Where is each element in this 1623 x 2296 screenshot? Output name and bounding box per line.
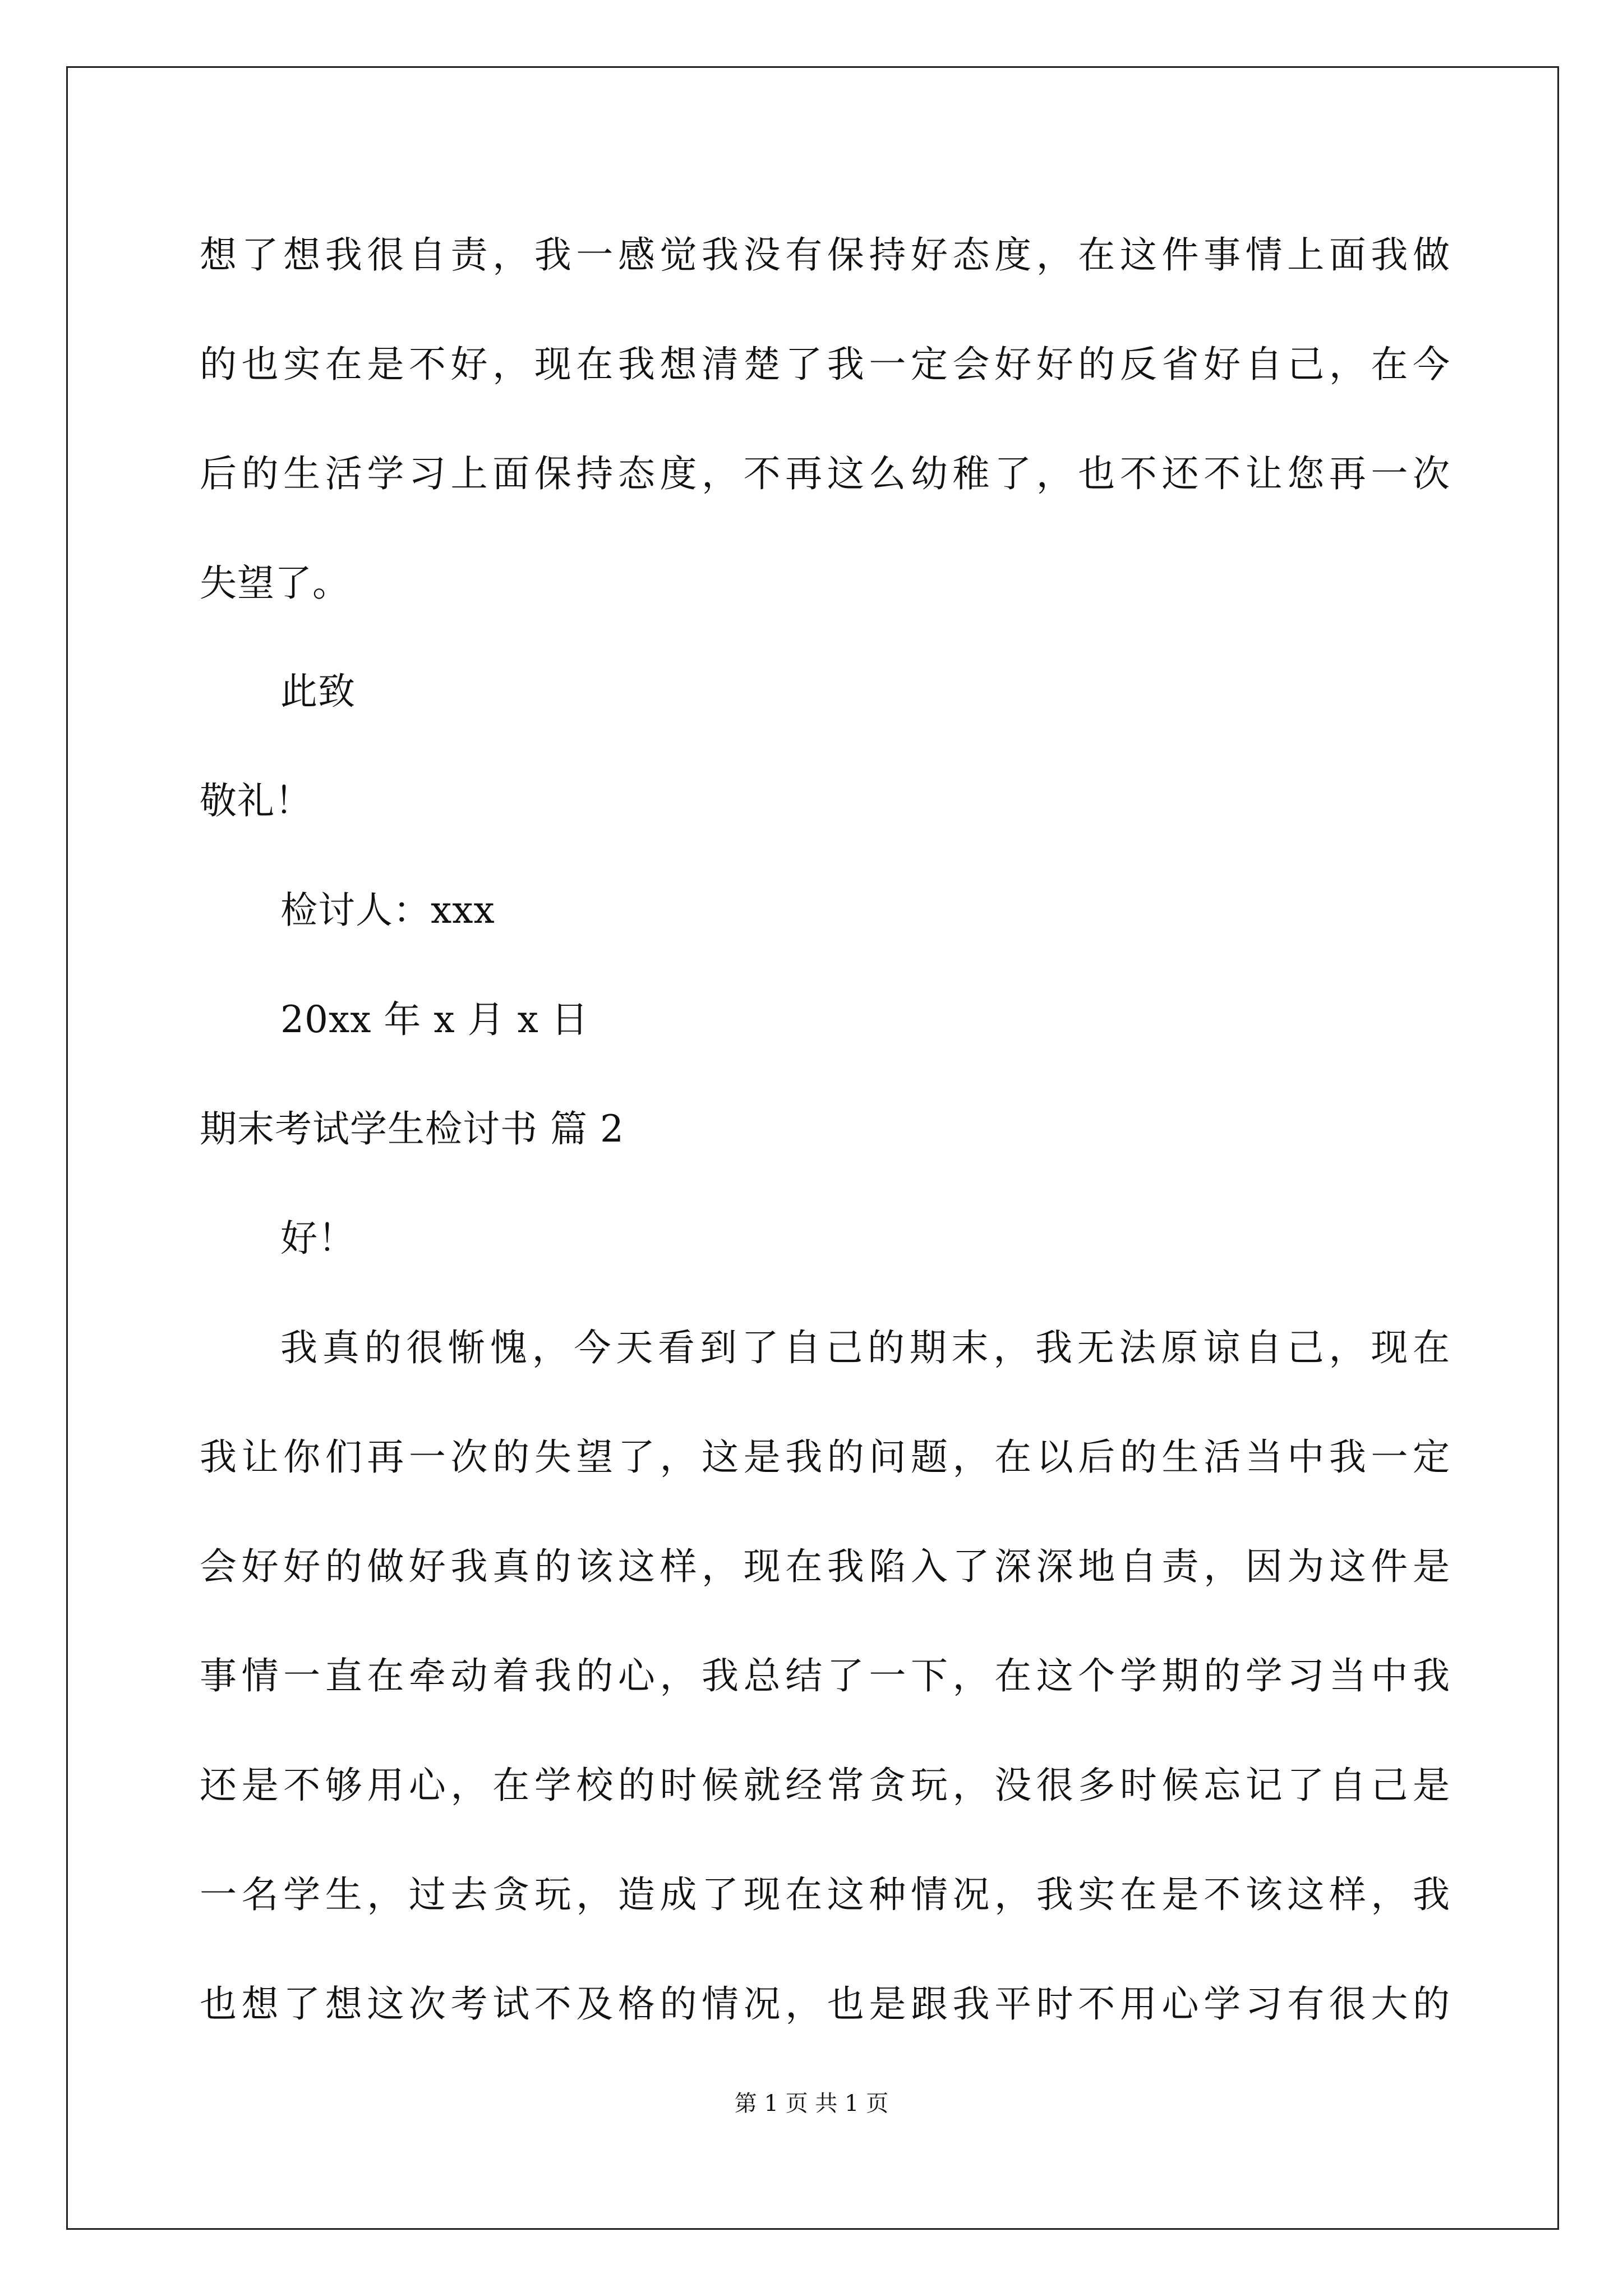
body-line: 失望了。	[200, 562, 350, 605]
closing-salutation: 此致	[280, 670, 356, 713]
body-line: 我让你们再一次的失望了，这是我的问题，在以后的生活当中我一定	[200, 1435, 1450, 1479]
body-line: 我真的很惭愧，今天看到了自己的期末，我无法原谅自己，现在	[280, 1326, 1450, 1369]
body-line: 一名学生，过去贪玩，造成了现在这种情况，我实在是不该这样，我	[200, 1873, 1450, 1916]
body-line: 想了想我很自责，我一感觉我没有保持好态度，在这件事情上面我做	[200, 233, 1450, 277]
closing-regards: 敬礼！	[200, 779, 312, 822]
body-line: 会好好的做好我真的该这样，现在我陷入了深深地自责，因为这件是	[200, 1545, 1450, 1588]
signature-line: 检讨人：xxx	[280, 889, 495, 932]
body-line: 也想了想这次考试不及格的情况，也是跟我平时不用心学习有很大的	[200, 1982, 1450, 2026]
body-line: 的也实在是不好，现在我想清楚了我一定会好好的反省好自己，在今	[200, 343, 1450, 386]
body-line: 后的生活学习上面保持态度，不再这么幼稚了，也不还不让您再一次	[200, 452, 1450, 495]
body-line: 事情一直在牵动着我的心，我总结了一下，在这个学期的学习当中我	[200, 1654, 1450, 1697]
section-title: 期末考试学生检讨书 篇 2	[200, 1107, 624, 1151]
date-line: 20xx 年 x 月 x 日	[280, 998, 589, 1041]
page-number-footer: 第 1 页 共 1 页	[734, 2091, 889, 2116]
greeting-line: 好！	[280, 1217, 356, 1260]
body-line: 还是不够用心，在学校的时候就经常贪玩，没很多时候忘记了自己是	[200, 1764, 1450, 1807]
